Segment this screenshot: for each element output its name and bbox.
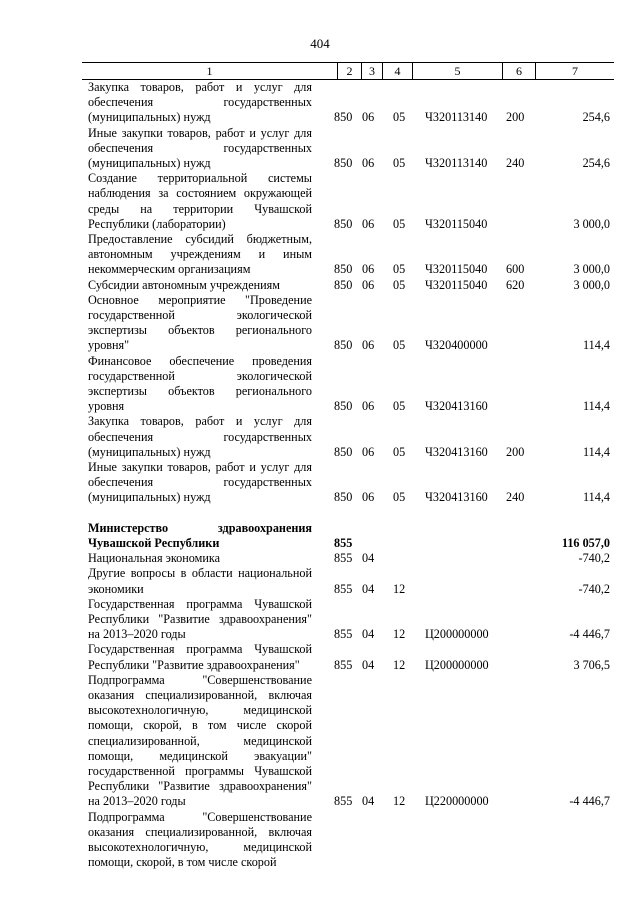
row-admin-code: 855 bbox=[334, 551, 353, 566]
row-subsection: 05 bbox=[393, 338, 406, 353]
row-amount: 254,6 bbox=[582, 110, 610, 125]
row-subsection: 05 bbox=[393, 110, 406, 125]
table-row bbox=[88, 597, 614, 643]
row-amount: 114,4 bbox=[583, 338, 610, 353]
row-target-article: Ч320413160 bbox=[425, 399, 488, 414]
row-target-article: Ч320113140 bbox=[425, 156, 488, 171]
row-name: Иные закупки товаров, работ и услуг для обеспечения государственных (муниципальных) нужд bbox=[88, 125, 312, 171]
table-row bbox=[88, 80, 614, 126]
row-amount: -4 446,7 bbox=[569, 627, 610, 642]
row-section: 06 bbox=[362, 216, 375, 231]
row-target-article: Ч320115040 bbox=[425, 262, 488, 277]
row-admin-code: 850 bbox=[334, 156, 353, 171]
table-row bbox=[88, 673, 614, 810]
row-section: 06 bbox=[362, 490, 375, 505]
row-subsection: 05 bbox=[393, 399, 406, 414]
row-target-article: Ц200000000 bbox=[425, 657, 489, 672]
row-section: 06 bbox=[362, 277, 375, 292]
header-col-5: 5 bbox=[413, 63, 503, 79]
row-admin-code: 850 bbox=[334, 216, 353, 231]
table-row bbox=[88, 126, 614, 172]
row-name: Закупка товаров, работ и услуг для обеспечения государственных (муниципальных) нужд bbox=[88, 414, 312, 459]
row-subsection: 05 bbox=[393, 216, 406, 231]
row-name: Другие вопросы в области национальной экономики bbox=[88, 566, 312, 596]
header-col-3: 3 bbox=[362, 63, 383, 79]
row-name: Государственная программа Чувашской Республики "Развитие здравоохранения" bbox=[88, 642, 312, 672]
row-admin-code: 855 bbox=[334, 535, 353, 550]
row-section: 06 bbox=[362, 399, 375, 414]
table-row bbox=[88, 460, 614, 506]
row-section: 04 bbox=[362, 627, 375, 642]
table-row bbox=[88, 551, 614, 566]
row-target-article: Ц220000000 bbox=[425, 794, 489, 809]
row-admin-code: 855 bbox=[334, 627, 353, 642]
header-col-4: 4 bbox=[383, 63, 413, 79]
row-target-article: Ч320413160 bbox=[425, 490, 488, 505]
row-amount: 116 057,0 bbox=[561, 535, 610, 550]
row-subsection: 05 bbox=[393, 490, 406, 505]
header-col-2: 2 bbox=[338, 63, 362, 79]
row-amount: 3 706,5 bbox=[573, 657, 610, 672]
row-subsection: 05 bbox=[393, 156, 406, 171]
row-amount: -4 446,7 bbox=[569, 794, 610, 809]
row-admin-code: 855 bbox=[334, 581, 353, 596]
table-row bbox=[88, 566, 614, 596]
row-target-article: Ч320400000 bbox=[425, 338, 488, 353]
row-section: 06 bbox=[362, 156, 375, 171]
row-amount: 114,4 bbox=[583, 444, 610, 459]
row-name: Основное мероприятие "Проведение государственной экологической экспертизы объектов регионального уровня" bbox=[88, 292, 312, 353]
row-expense-type: 620 bbox=[506, 277, 525, 292]
row-target-article: Ц200000000 bbox=[425, 627, 489, 642]
row-expense-type: 200 bbox=[506, 110, 525, 125]
row-subsection: 12 bbox=[393, 581, 406, 596]
row-subsection: 12 bbox=[393, 794, 406, 809]
row-subsection: 05 bbox=[393, 277, 406, 292]
row-amount: -740,2 bbox=[578, 581, 610, 596]
table-row bbox=[88, 293, 614, 354]
row-section: 04 bbox=[362, 581, 375, 596]
row-admin-code: 850 bbox=[334, 110, 353, 125]
row-name: Министерство здравоохранения Чувашской Республики bbox=[88, 520, 312, 550]
row-admin-code: 850 bbox=[334, 399, 353, 414]
row-subsection: 05 bbox=[393, 444, 406, 459]
row-target-article: Ч320115040 bbox=[425, 277, 488, 292]
table-row bbox=[88, 232, 614, 278]
budget-table-body bbox=[88, 80, 614, 870]
row-amount: 114,4 bbox=[583, 490, 610, 505]
row-name: Национальная экономика bbox=[88, 551, 221, 566]
header-col-6: 6 bbox=[503, 63, 536, 79]
header-col-1: 1 bbox=[82, 63, 338, 79]
table-row bbox=[88, 642, 614, 672]
row-expense-type: 200 bbox=[506, 444, 525, 459]
row-admin-code: 850 bbox=[334, 444, 353, 459]
row-target-article: Ч320115040 bbox=[425, 216, 488, 231]
table-row bbox=[88, 354, 614, 415]
table-row bbox=[88, 521, 614, 551]
row-section: 06 bbox=[362, 110, 375, 125]
header-col-7: 7 bbox=[572, 64, 578, 78]
row-expense-type: 600 bbox=[506, 262, 525, 277]
page-number: 404 bbox=[310, 36, 330, 51]
row-amount: -740,2 bbox=[578, 551, 610, 566]
row-admin-code: 855 bbox=[334, 794, 353, 809]
row-section: 06 bbox=[362, 262, 375, 277]
row-subsection: 12 bbox=[393, 657, 406, 672]
row-amount: 3 000,0 bbox=[573, 216, 610, 231]
row-expense-type: 240 bbox=[506, 156, 525, 171]
row-name: Подпрограмма "Совершенствование оказания специализированной, включая высокотехнологичную, медицинской помощи, скорой, в том числе скорой специализированной, медицинской помощи, медицинской эвакуации" государственной программы Чувашской Республики "Развитие здравоохранения" на 2013–2020 годы bbox=[88, 672, 312, 809]
row-section: 04 bbox=[362, 551, 375, 566]
row-name: Закупка товаров, работ и услуг для обеспечения государственных (муниципальных) нужд bbox=[88, 80, 312, 125]
row-name: Подпрограмма "Совершенствование оказания специализированной, включая высокотехнологичную, медицинской помощи, скорой, в том числе скорой bbox=[88, 809, 312, 870]
table-row bbox=[88, 171, 614, 232]
row-section: 04 bbox=[362, 794, 375, 809]
row-spacer bbox=[88, 506, 614, 521]
table-row bbox=[88, 810, 614, 871]
row-admin-code: 850 bbox=[334, 490, 353, 505]
table-row bbox=[88, 414, 614, 460]
row-amount: 254,6 bbox=[582, 156, 610, 171]
row-admin-code: 850 bbox=[334, 277, 353, 292]
row-subsection: 12 bbox=[393, 627, 406, 642]
table-row bbox=[88, 278, 614, 293]
row-amount: 114,4 bbox=[583, 399, 610, 414]
row-admin-code: 850 bbox=[334, 338, 353, 353]
row-subsection: 05 bbox=[393, 262, 406, 277]
row-name: Субсидии автономным учреждениям bbox=[88, 277, 280, 292]
row-admin-code: 850 bbox=[334, 262, 353, 277]
row-section: 04 bbox=[362, 657, 375, 672]
row-admin-code: 855 bbox=[334, 657, 353, 672]
table-header bbox=[82, 62, 614, 80]
row-target-article: Ч320413160 bbox=[425, 444, 488, 459]
row-amount: 3 000,0 bbox=[573, 262, 610, 277]
row-section: 06 bbox=[362, 444, 375, 459]
row-name: Предоставление субсидий бюджетным, автономным учреждениям и иным некоммерческим организациям bbox=[88, 232, 312, 277]
row-target-article: Ч320113140 bbox=[425, 110, 488, 125]
row-name: Иные закупки товаров, работ и услуг для обеспечения государственных (муниципальных) нужд bbox=[88, 460, 312, 505]
row-name: Создание территориальной системы наблюдения за состоянием окружающей среды на территории Чувашской Республики (лаборатории) bbox=[88, 171, 312, 231]
row-amount: 3 000,0 bbox=[573, 277, 610, 292]
row-expense-type: 240 bbox=[506, 490, 525, 505]
row-section: 06 bbox=[362, 338, 375, 353]
row-name: Государственная программа Чувашской Республики "Развитие здравоохранения" на 2013–2020 годы bbox=[88, 596, 312, 642]
row-name: Финансовое обеспечение проведения государственной экологической экспертизы объектов регионального уровня bbox=[88, 353, 312, 414]
